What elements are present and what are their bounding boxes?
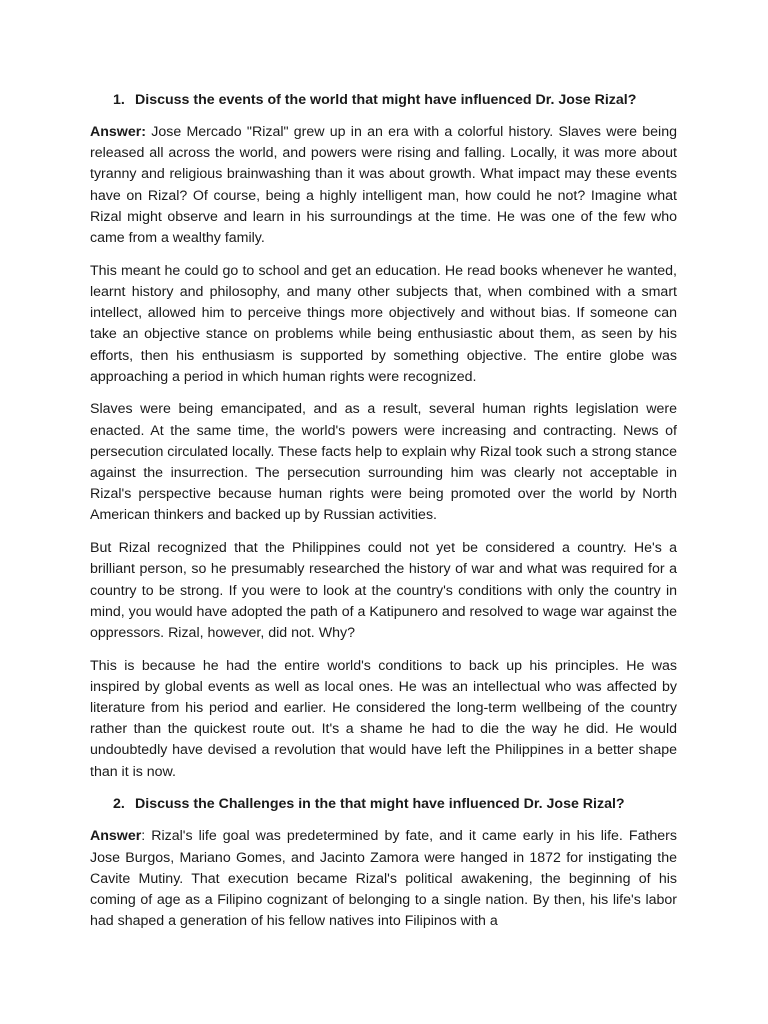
question-2-text: Discuss the Challenges in the that might have influenced Dr. Jose Rizal? — [135, 796, 625, 813]
answer-1-paragraph-5: This is because he had the entire world's conditions to back up his principles. He was inspired by global events as well as local ones. He was an intellectual who was affected by literature from his period and earlier. He considered the long-term wellbeing of the country rather than the quickest route out. It's a shame he had to die the way he did. He would undoubtedly have devised a revolution that would have left the Philippines in a better shape than it is now. — [90, 657, 677, 780]
question-1-number: 1. — [113, 92, 125, 108]
answer-1-paragraph-4: But Rizal recognized that the Philippines could not yet be considered a country. He's a brilliant person, so he presumably researched the history of war and what was required for a country to be strong. If you were to look at the country's conditions with only the country in mind, you would have adopted the path of a Katipunero and resolved to wage war against the oppressors. Rizal, however, did not. Why? — [90, 540, 677, 641]
answer-1-paragraph-1 — [90, 122, 677, 249]
document-page — [90, 90, 677, 944]
answer-1-paragraph-2: This meant he could go to school and get an education. He read books whenever he wanted, learnt history and philosophy, and many other subjects that, when combined with a smart intellect, allowed him to perceive things more objectively and without bias. If someone can take an objective stance on problems while being enthusiastic about them, as seen by his efforts, then his enthusiasm is supported by something objective. The entire globe was approaching a period in which human rights were recognized. — [90, 262, 677, 385]
answer-2-paragraph-1 — [90, 826, 677, 932]
question-2-number: 2. — [113, 796, 125, 813]
question-1-heading — [90, 90, 677, 111]
question-2-heading — [90, 794, 677, 815]
answer-2-paragraph-1-text: : Rizal's life goal was predetermined by fate, and it came early in his life. Fathers Jose Burgos, Mariano Gomes, and Jacinto Zamora were hanged in 1872 for instigating the Cavite Mutiny. That execution became Rizal's political awakening, the beginning of his coming of age as a Filipino cognizant of belonging to a single nation. By then, his life's labor had shaped a generation of his fellow natives into Filipinos with a — [90, 828, 677, 930]
answer-2-label: Answer — [90, 828, 142, 845]
answer-1-label: Answer: — [90, 124, 146, 140]
question-1-text: Discuss the events of the world that might have influenced Dr. Jose Rizal? — [135, 92, 637, 108]
answer-1-paragraph-1-text: Jose Mercado "Rizal" grew up in an era with a colorful history. Slaves were being released all across the world, and powers were rising and falling. Locally, it was more about tyranny and religious brainwashing than it was about growth. What impact may these events have on Rizal? Of course, being a highly intelligent man, how could he not? Imagine what Rizal might observe and learn in his surroundings at the time. He was one of the few who came from a wealthy family. — [90, 124, 677, 247]
answer-1-paragraph-3: Slaves were being emancipated, and as a result, several human rights legislation were enacted. At the same time, the world's powers were increasing and contracting. News of persecution circulated locally. These facts help to explain why Rizal took such a strong stance against the insurrection. The persecution surrounding him was clearly not acceptable in Rizal's perspective because human rights were being promoted over the world by North American thinkers and backed up by Russian activities. — [90, 401, 677, 524]
